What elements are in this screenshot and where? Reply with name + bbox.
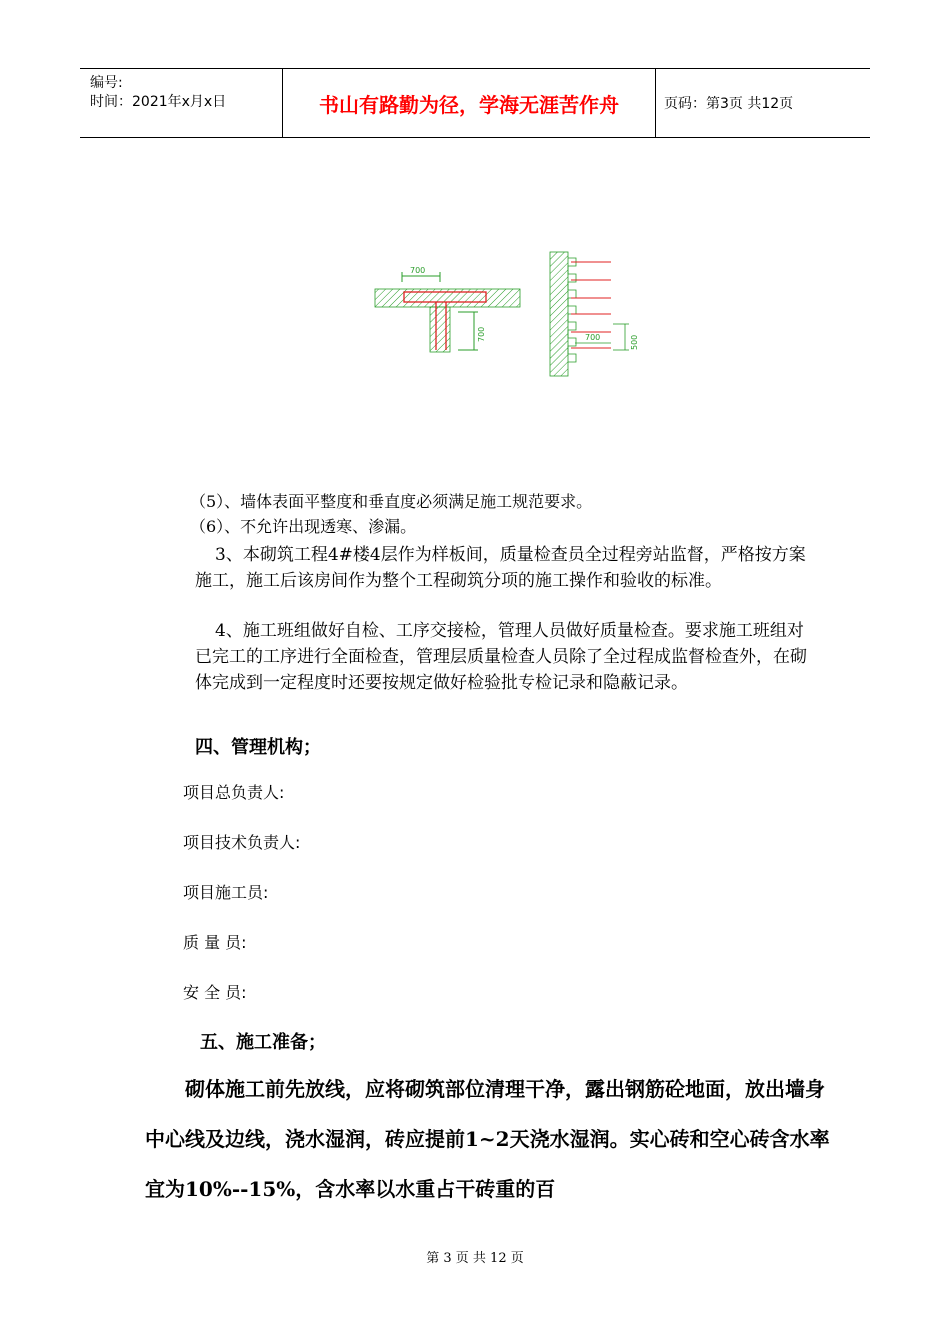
motto: 书山有路勤为径，学海无涯苦作舟 xyxy=(319,92,619,117)
page-footer: 第 3 页 共 12 页 xyxy=(426,1251,524,1266)
time-label: 时间：2021年x月x日 xyxy=(90,94,227,110)
role-site-engineer: 项目施工员: xyxy=(183,883,269,902)
page-info: 页码：第3页 共12页 xyxy=(664,96,794,112)
section-5-title: 五、施工准备； xyxy=(200,1032,326,1053)
role-quality-inspector: 质 量 员: xyxy=(183,933,247,952)
document-header xyxy=(80,68,870,138)
section-4-title: 四、管理机构； xyxy=(195,737,321,758)
paragraph-4: 4、施工班组做好自检、工序交接检，管理人员做好质量检查。要求施工班组对已完工的工序进行全面检查，管理层质量检查人员除了全过程成监督检查外，在砌体完成到一定程度时还要按规定做好检验批专检记录和隐蔽记录。 xyxy=(195,621,807,693)
wall-tie-drawing xyxy=(545,250,655,380)
t-section-drawing xyxy=(370,262,530,357)
number-label: 编号: xyxy=(90,75,123,91)
header-page-cell xyxy=(656,69,878,137)
paragraph-5: 砌体施工前先放线，应将砌筑部位清理干净，露出钢筋砼地面，放出墙身中心线及边线，浇水湿润，砖应提前1~2天浇水湿润。实心砖和空心砖含水率宜为10%--15%，含水率以水重占干砖重的百 xyxy=(145,1077,830,1201)
wall-dim-width-label: 700 xyxy=(585,333,601,342)
wall-dim-height-label: 500 xyxy=(630,334,639,350)
t-dim-height-label: 700 xyxy=(477,326,486,342)
header-left-cell xyxy=(80,69,282,137)
header-motto-cell xyxy=(282,69,656,137)
role-project-manager: 项目总负责人: xyxy=(183,783,285,802)
role-technical-lead: 项目技术负责人: xyxy=(183,833,301,852)
paragraph-3: 3、本砌筑工程4#楼4层作为样板间，质量检查员全过程旁站监督，严格按方案施工，施工后该房间作为整个工程砌筑分项的施工操作和验收的标准。 xyxy=(195,545,806,591)
role-safety-officer: 安 全 员: xyxy=(183,983,247,1002)
item-5: （5）、墙体表面平整度和垂直度必须满足施工规范要求。 xyxy=(190,492,593,511)
t-dim-width-label: 700 xyxy=(410,266,426,275)
item-6: （6）、不允许出现透寒、渗漏。 xyxy=(190,517,417,536)
